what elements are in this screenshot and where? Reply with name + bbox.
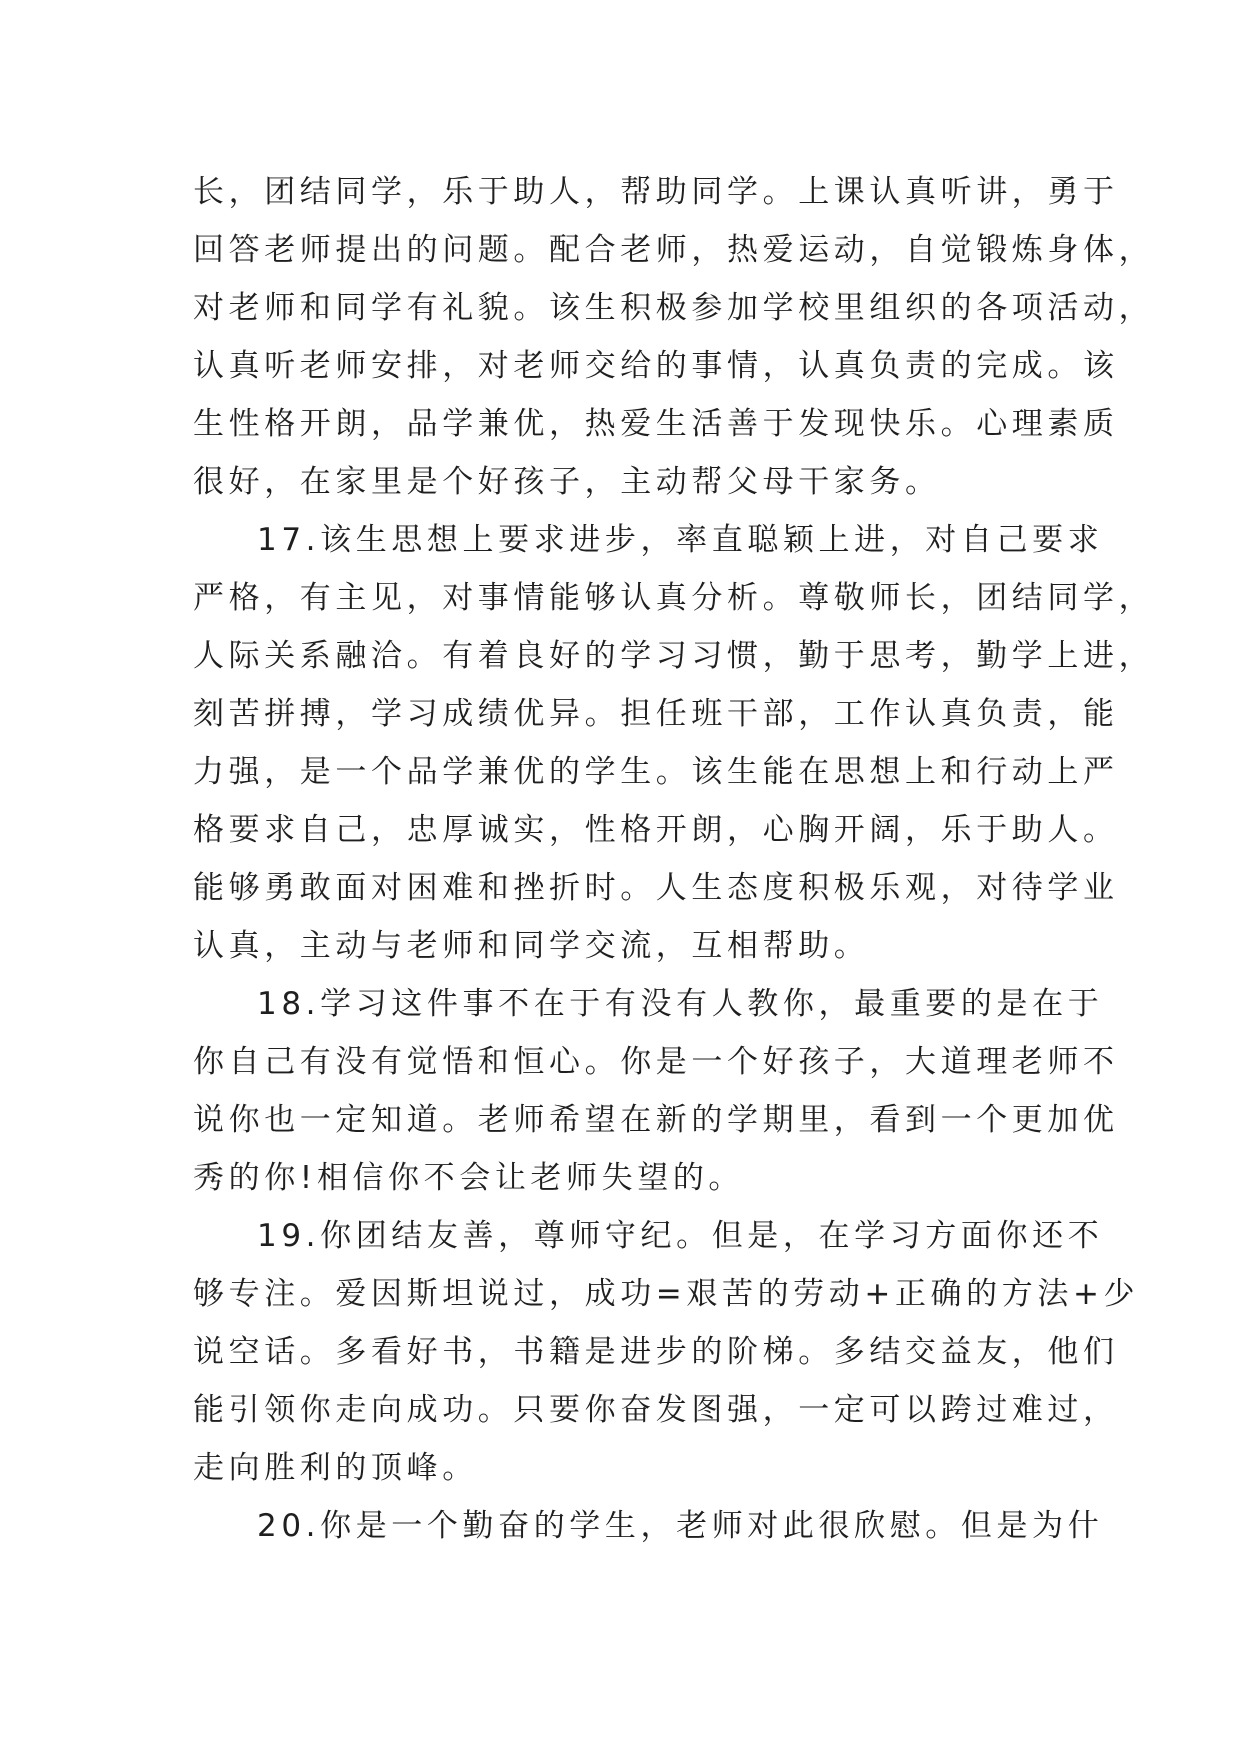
paragraph-first-line: 20.你是一个勤奋的学生，老师对此很欣慰。但是为什: [257, 1508, 1104, 1544]
text-line: 格要求自己，忠厚诚实，性格开朗，心胸开阔，乐于助人。: [193, 812, 1119, 848]
text-line: 生性格开朗，品学兼优，热爱生活善于发现快乐。心理素质: [193, 406, 1119, 442]
text-line: 说你也一定知道。老师希望在新的学期里，看到一个更加优: [193, 1102, 1119, 1138]
text-line: 对老师和同学有礼貌。该生积极参加学校里组织的各项活动，: [193, 290, 1155, 326]
text-line: 秀的你!相信你不会让老师失望的。: [193, 1160, 745, 1196]
text-line: 刻苦拼搏，学习成绩优异。担任班干部，工作认真负责，能: [193, 696, 1119, 732]
text-line: 力强，是一个品学兼优的学生。该生能在思想上和行动上严: [193, 754, 1119, 790]
paragraph-first-line: 17.该生思想上要求进步，率直聪颖上进，对自己要求: [257, 522, 1104, 558]
text-line: 能引领你走向成功。只要你奋发图强，一定可以跨过难过，: [193, 1392, 1119, 1428]
text-line: 认真听老师安排，对老师交给的事情，认真负责的完成。该: [193, 348, 1119, 384]
text-line: 长，团结同学，乐于助人，帮助同学。上课认真听讲，勇于: [193, 174, 1119, 210]
text-line: 你自己有没有觉悟和恒心。你是一个好孩子，大道理老师不: [193, 1044, 1119, 1080]
text-line: 认真，主动与老师和同学交流，互相帮助。: [193, 928, 870, 964]
text-line: 很好，在家里是个好孩子，主动帮父母干家务。: [193, 464, 941, 500]
text-line: 说空话。多看好书，书籍是进步的阶梯。多结交益友，他们: [193, 1334, 1119, 1370]
document-body: [193, 163, 1155, 1555]
text-line: 严格，有主见，对事情能够认真分析。尊敬师长，团结同学，: [193, 580, 1155, 616]
paragraph-first-line: 19.你团结友善，尊师守纪。但是，在学习方面你还不: [257, 1218, 1104, 1254]
text-line: 人际关系融洽。有着良好的学习习惯，勤于思考，勤学上进，: [193, 638, 1155, 674]
text-line: 够专注。爱因斯坦说过，成功=艰苦的劳动+正确的方法+少: [193, 1276, 1140, 1312]
text-line: 能够勇敢面对困难和挫折时。人生态度积极乐观，对待学业: [193, 870, 1119, 906]
text-line: 走向胜利的顶峰。: [193, 1450, 478, 1486]
text-line: 回答老师提出的问题。配合老师，热爱运动，自觉锻炼身体，: [193, 232, 1155, 268]
paragraph-first-line: 18.学习这件事不在于有没有人教你，最重要的是在于: [257, 986, 1104, 1022]
